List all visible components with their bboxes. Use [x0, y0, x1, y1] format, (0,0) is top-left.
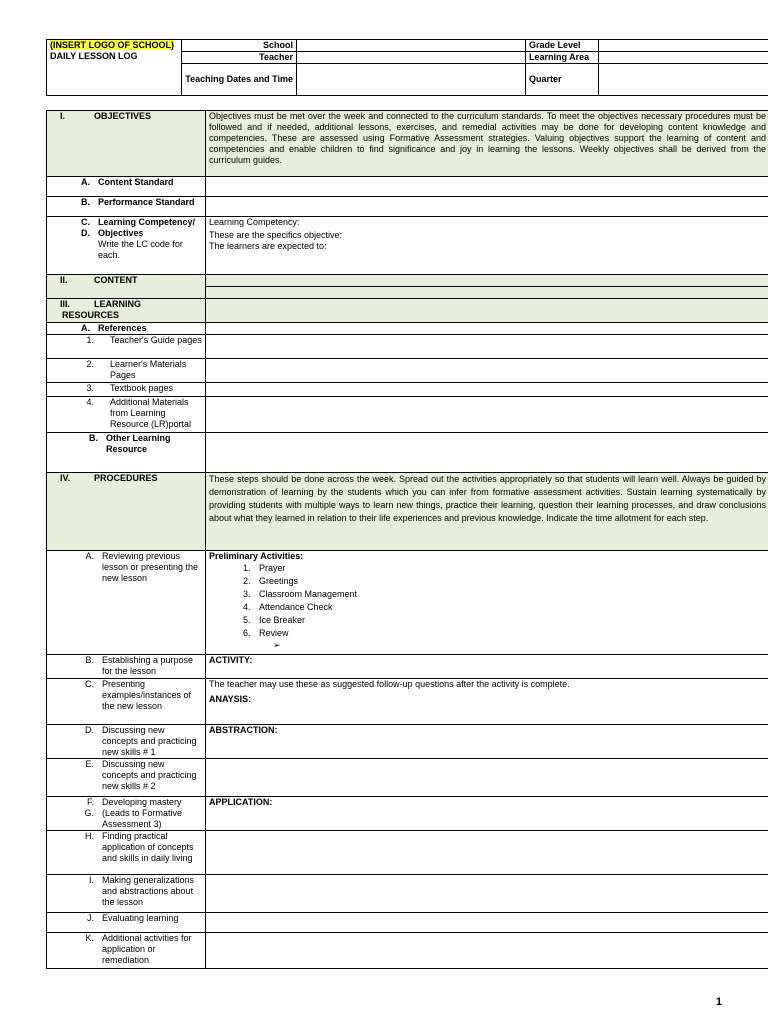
additional-materials-value[interactable] — [206, 397, 768, 433]
content-label-cell: II. CONTENT — [47, 275, 206, 299]
list-item: 1. Prayer — [253, 562, 766, 575]
proc-i-label: I. Making generalizations and abstractions about the lesson — [47, 875, 206, 913]
objectives-label-cell: I. OBJECTIVES — [47, 111, 206, 177]
list-item: 4. Attendance Check — [253, 601, 766, 614]
list-item: 3. Classroom Management — [253, 588, 766, 601]
other-resources-label: B. Other Learning Resource — [47, 433, 206, 473]
references-label: A. References — [47, 323, 206, 335]
proc-c-value[interactable]: The teacher may use these as suggested follow-up questions after the activity is complete. ANAYSIS: — [206, 679, 768, 725]
learning-competency-label: C. Learning Competency/ D. Objectives Write the LC code for each. — [47, 217, 206, 275]
school-label: School — [182, 40, 297, 52]
proc-a-label: A. Reviewing previous lesson or presenting the new lesson — [47, 551, 206, 655]
additional-materials-label: 4. Additional Materials from Learning Resource (LR)portal — [47, 397, 206, 433]
proc-c-label: C. Presenting examples/instances of the new lesson — [47, 679, 206, 725]
procedures-label-cell: IV. PROCEDURES — [47, 473, 206, 551]
proc-fg-label: F. Developing mastery G. (Leads to Formative Assessment 3) — [47, 797, 206, 831]
lesson-log-table — [46, 110, 768, 969]
quarter-value[interactable] — [599, 64, 768, 96]
proc-k-value[interactable] — [206, 933, 768, 969]
proc-e-label: E. Discussing new concepts and practicing new skills # 2 — [47, 759, 206, 797]
performance-standard-label: B. Performance Standard — [47, 197, 206, 217]
proc-fg-value[interactable]: APPLICATION: — [206, 797, 768, 831]
references-value[interactable] — [206, 323, 768, 335]
proc-j-value[interactable] — [206, 913, 768, 933]
other-resources-value[interactable] — [206, 433, 768, 473]
list-item: 2. Greetings — [253, 575, 766, 588]
textbook-pages-label: 3. Textbook pages — [47, 383, 206, 397]
learning-area-label: Learning Area — [526, 52, 599, 64]
teacher-value[interactable] — [297, 52, 526, 64]
arrow-bullet-icon: ➢ — [273, 640, 281, 650]
performance-standard-value[interactable] — [206, 197, 768, 217]
teachers-guide-label: 1. Teacher's Guide pages — [47, 335, 206, 359]
grade-level-label: Grade Level — [526, 40, 599, 52]
proc-d-value[interactable]: ABSTRACTION: — [206, 725, 768, 759]
proc-i-value[interactable] — [206, 875, 768, 913]
objectives-row — [47, 111, 768, 177]
learners-materials-label: 2. Learner's Materials Pages — [47, 359, 206, 383]
teaching-dates-value[interactable] — [297, 64, 526, 96]
proc-d-label: D. Discussing new concepts and practicing new skills # 1 — [47, 725, 206, 759]
procedures-description: These steps should be done across the week. Spread out the activities appropriately so that students will learn well. Always be guided by demonstration of learning by the students which you can infer from formative assessment activities. Sustain learning systematically by providing students with multiple ways to learn new things, practice their learning, question their learning processes, and draw conclusions about what they learned in relation to their life experiences and previous knowledge. Indicate the time allotment for each step. — [206, 473, 768, 551]
grade-level-value[interactable] — [599, 40, 768, 52]
preliminary-list — [209, 562, 766, 640]
content-standard-label: A. Content Standard — [47, 177, 206, 197]
teaching-dates-label: Teaching Dates and Time — [182, 64, 297, 96]
proc-j-label: J. Evaluating learning — [47, 913, 206, 933]
learners-materials-value[interactable] — [206, 359, 768, 383]
textbook-pages-value[interactable] — [206, 383, 768, 397]
content-standard-value[interactable] — [206, 177, 768, 197]
content-value-2[interactable] — [206, 287, 768, 299]
teacher-label: Teacher — [182, 52, 297, 64]
list-item: 5. Ice Breaker — [253, 614, 766, 627]
proc-e-value[interactable] — [206, 759, 768, 797]
list-item: 6. Review — [253, 627, 766, 640]
proc-k-label: K. Additional activities for application or remediation — [47, 933, 206, 969]
header-table — [46, 39, 768, 96]
content-value-1[interactable] — [206, 275, 768, 287]
proc-a-value[interactable]: Preliminary Activities: 1. Prayer 2. Greetings 3. Classroom Management 4. Attendance Check 5. Ice Breaker 6. Review ➢ — [206, 551, 768, 655]
teachers-guide-value[interactable] — [206, 335, 768, 359]
doc-title: DAILY LESSON LOG — [50, 51, 138, 61]
proc-b-label: B. Establishing a purpose for the lesson — [47, 655, 206, 679]
learning-competency-value[interactable]: Learning Competency: These are the specifics objective: The learners are expected to: — [206, 217, 768, 275]
learning-resources-value[interactable] — [206, 299, 768, 323]
learning-area-value[interactable] — [599, 52, 768, 64]
proc-b-value[interactable]: ACTIVITY: — [206, 655, 768, 679]
proc-h-value[interactable] — [206, 831, 768, 875]
logo-placeholder: (INSERT LOGO OF SCHOOL) — [50, 40, 174, 50]
quarter-label: Quarter — [526, 64, 599, 96]
proc-h-label: H. Finding practical application of concepts and skills in daily living — [47, 831, 206, 875]
learning-resources-label: III. LEARNING RESOURCES — [47, 299, 206, 323]
logo-cell — [47, 40, 182, 96]
page-number: 1 — [715, 996, 722, 1008]
school-value[interactable] — [297, 40, 526, 52]
objectives-description: Objectives must be met over the week and connected to the curriculum standards. To meet the objectives necessary procedures must be followed and if needed, additional lessons, exercises, and remedial activities may be done for developing content knowledge and competencies. These are assessed using Formative Assessment strategies. Valuing objectives support the learning of content and competencies and enable children to find significance and joy in learning the lessons. Weekly objectives shall be derived from the curriculum guides. — [206, 111, 768, 177]
